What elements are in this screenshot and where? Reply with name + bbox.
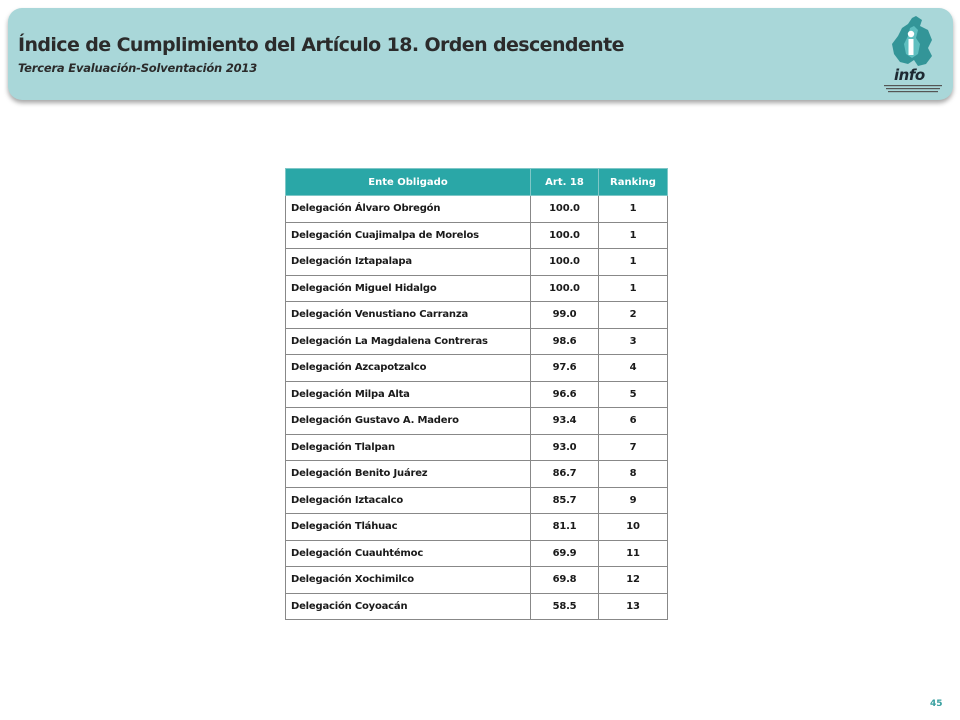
cell-art18: 69.9 bbox=[531, 540, 599, 567]
column-header-ente: Ente Obligado bbox=[286, 169, 531, 196]
cell-ente: Delegación Milpa Alta bbox=[286, 381, 531, 408]
cell-ente: Delegación Azcapotzalco bbox=[286, 355, 531, 382]
cell-ente: Delegación Gustavo A. Madero bbox=[286, 408, 531, 435]
cell-art18: 81.1 bbox=[531, 514, 599, 541]
cell-art18: 58.5 bbox=[531, 593, 599, 620]
cell-ranking: 13 bbox=[599, 593, 668, 620]
cell-ente: Delegación Coyoacán bbox=[286, 593, 531, 620]
column-header-art18: Art. 18 bbox=[531, 169, 599, 196]
cell-ranking: 7 bbox=[599, 434, 668, 461]
cell-ente: Delegación Tláhuac bbox=[286, 514, 531, 541]
cell-ranking: 1 bbox=[599, 249, 668, 276]
table-row bbox=[286, 222, 668, 249]
cell-ranking: 6 bbox=[599, 408, 668, 435]
cell-ranking: 5 bbox=[599, 381, 668, 408]
compliance-table bbox=[285, 168, 668, 620]
table-row bbox=[286, 540, 668, 567]
cell-ranking: 12 bbox=[599, 567, 668, 594]
cell-art18: 93.4 bbox=[531, 408, 599, 435]
table-row bbox=[286, 275, 668, 302]
table-row bbox=[286, 593, 668, 620]
cell-art18: 98.6 bbox=[531, 328, 599, 355]
cell-art18: 97.6 bbox=[531, 355, 599, 382]
cell-art18: 86.7 bbox=[531, 461, 599, 488]
cell-ente: Delegación Tlalpan bbox=[286, 434, 531, 461]
cell-ranking: 8 bbox=[599, 461, 668, 488]
table-row bbox=[286, 408, 668, 435]
table-row bbox=[286, 514, 668, 541]
cell-ente: Delegación Cuajimalpa de Morelos bbox=[286, 222, 531, 249]
table-row bbox=[286, 487, 668, 514]
table-row bbox=[286, 355, 668, 382]
logo-fineprint-icon bbox=[884, 84, 942, 94]
column-header-ranking: Ranking bbox=[599, 169, 668, 196]
cell-ente: Delegación Cuauhtémoc bbox=[286, 540, 531, 567]
cell-art18: 100.0 bbox=[531, 222, 599, 249]
cell-ranking: 1 bbox=[599, 275, 668, 302]
table-row bbox=[286, 381, 668, 408]
cell-ente: Delegación Iztacalco bbox=[286, 487, 531, 514]
page-subtitle: Tercera Evaluación-Solventación 2013 bbox=[18, 61, 258, 75]
cell-art18: 93.0 bbox=[531, 434, 599, 461]
table-row bbox=[286, 567, 668, 594]
cell-ranking: 2 bbox=[599, 302, 668, 329]
table-row bbox=[286, 434, 668, 461]
cell-art18: 100.0 bbox=[531, 275, 599, 302]
page-number: 45 bbox=[930, 699, 943, 709]
cell-ranking: 3 bbox=[599, 328, 668, 355]
table-row bbox=[286, 249, 668, 276]
cell-ente: Delegación Iztapalapa bbox=[286, 249, 531, 276]
cell-ranking: 10 bbox=[599, 514, 668, 541]
table-header-row bbox=[286, 169, 668, 196]
cell-art18: 100.0 bbox=[531, 249, 599, 276]
cell-art18: 100.0 bbox=[531, 196, 599, 223]
cell-ranking: 1 bbox=[599, 196, 668, 223]
cell-ranking: 1 bbox=[599, 222, 668, 249]
cell-ranking: 11 bbox=[599, 540, 668, 567]
cell-ranking: 4 bbox=[599, 355, 668, 382]
table-row bbox=[286, 328, 668, 355]
cell-art18: 85.7 bbox=[531, 487, 599, 514]
cell-ente: Delegación Xochimilco bbox=[286, 567, 531, 594]
header-banner bbox=[8, 8, 953, 100]
cell-art18: 96.6 bbox=[531, 381, 599, 408]
table-row bbox=[286, 196, 668, 223]
cell-ente: Delegación Venustiano Carranza bbox=[286, 302, 531, 329]
cell-ente: Delegación La Magdalena Contreras bbox=[286, 328, 531, 355]
cell-art18: 69.8 bbox=[531, 567, 599, 594]
table-row bbox=[286, 302, 668, 329]
cell-ente: Delegación Miguel Hidalgo bbox=[286, 275, 531, 302]
cell-ente: Delegación Álvaro Obregón bbox=[286, 196, 531, 223]
cell-art18: 99.0 bbox=[531, 302, 599, 329]
table-row bbox=[286, 461, 668, 488]
cell-ranking: 9 bbox=[599, 487, 668, 514]
page-title: Índice de Cumplimiento del Artículo 18. Orden descendente bbox=[18, 34, 624, 56]
cell-ente: Delegación Benito Juárez bbox=[286, 461, 531, 488]
logo-wordmark: info bbox=[894, 66, 925, 84]
